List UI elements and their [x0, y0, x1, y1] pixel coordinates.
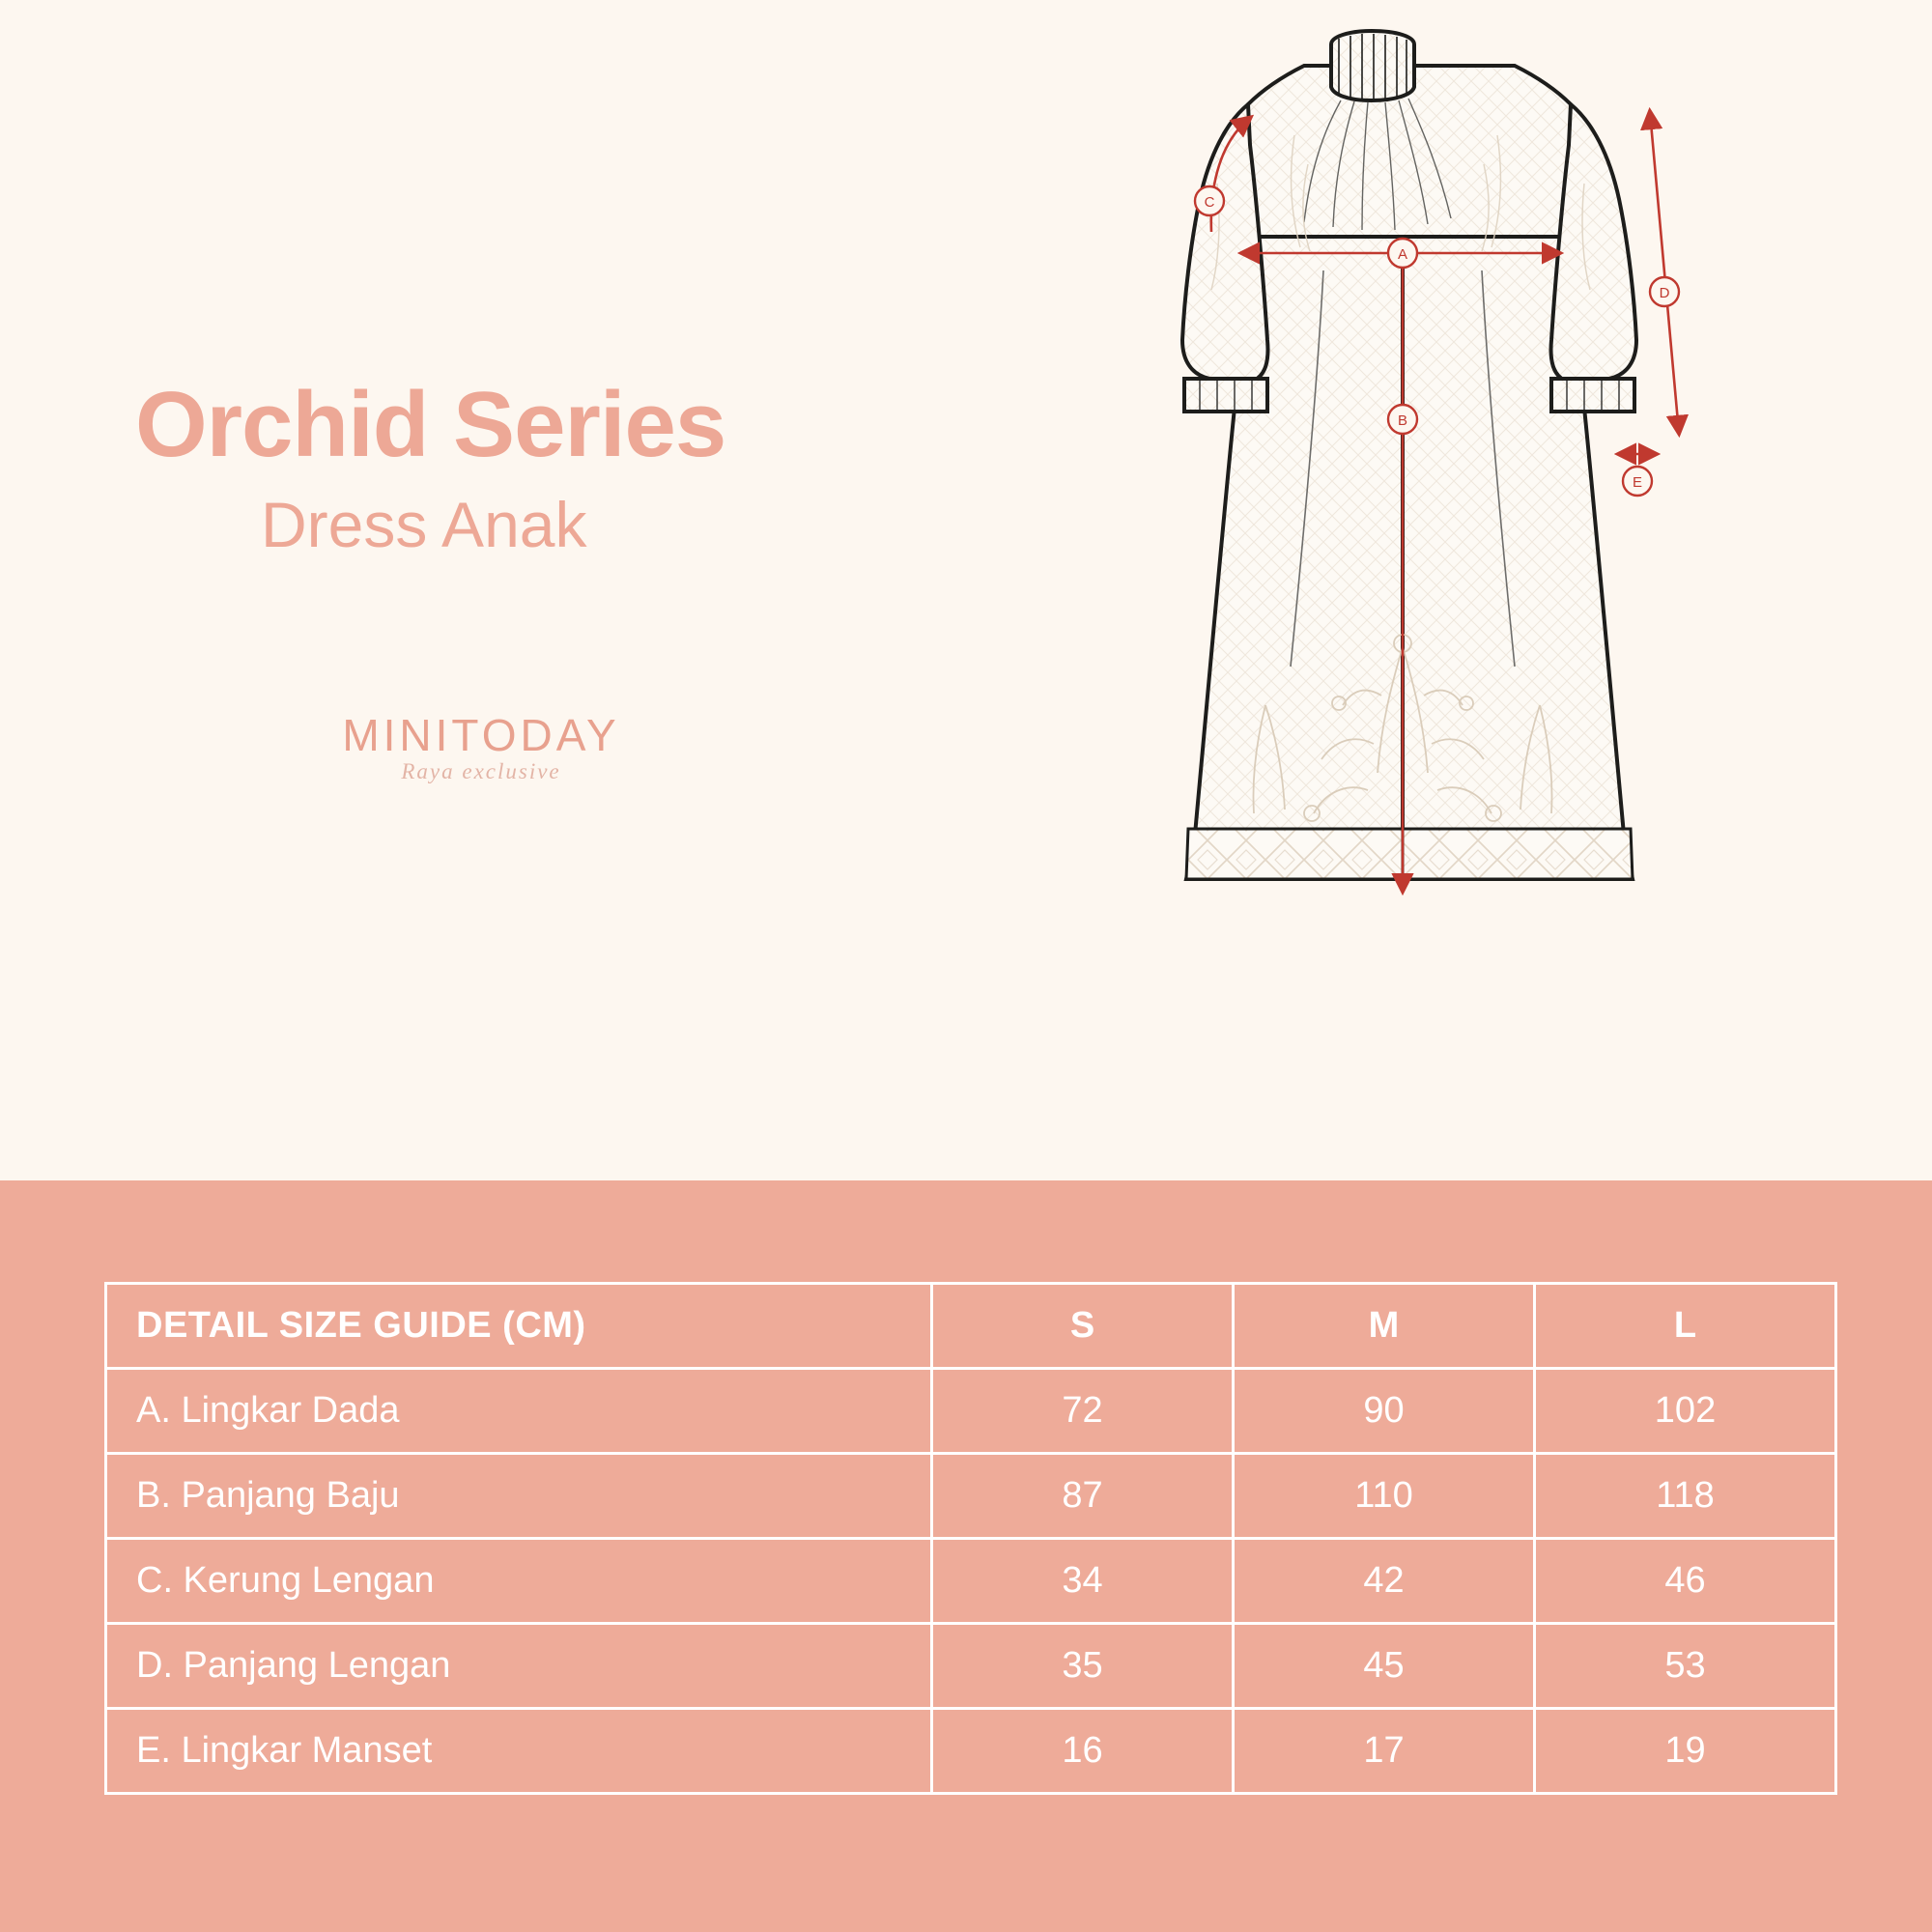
table-row — [106, 1539, 1836, 1624]
table-row — [106, 1369, 1836, 1454]
row-value-l: 102 — [1535, 1369, 1836, 1454]
row-label: E. Lingkar Manset — [106, 1709, 932, 1794]
brand-name: MINITODAY — [342, 710, 620, 760]
marker-e-label: E — [1632, 474, 1643, 491]
row-value-m: 110 — [1234, 1454, 1535, 1539]
row-label: A. Lingkar Dada — [106, 1369, 932, 1454]
row-value-l: 118 — [1535, 1454, 1836, 1539]
row-value-m: 45 — [1234, 1624, 1535, 1709]
column-header-l: L — [1535, 1284, 1836, 1369]
table-header-row — [106, 1284, 1836, 1369]
marker-b-label: B — [1397, 412, 1408, 429]
row-value-l: 53 — [1535, 1624, 1836, 1709]
column-header-s: S — [932, 1284, 1234, 1369]
row-value-m: 90 — [1234, 1369, 1535, 1454]
row-value-s: 35 — [932, 1624, 1234, 1709]
column-header-m: M — [1234, 1284, 1535, 1369]
row-value-m: 17 — [1234, 1709, 1535, 1794]
dress-outline — [1182, 31, 1636, 879]
row-label: C. Kerung Lengan — [106, 1539, 932, 1624]
title-block — [135, 373, 927, 560]
page-subtitle: Dress Anak — [261, 488, 587, 560]
column-header-detail: DETAIL SIZE GUIDE (CM) — [106, 1284, 932, 1369]
table-row — [106, 1709, 1836, 1794]
marker-a-label: A — [1397, 246, 1408, 263]
table-row — [106, 1624, 1836, 1709]
row-value-l: 19 — [1535, 1709, 1836, 1794]
row-value-s: 16 — [932, 1709, 1234, 1794]
table-row — [106, 1454, 1836, 1539]
dress-illustration — [1150, 29, 1690, 1140]
marker-d-label: D — [1659, 285, 1670, 301]
page-title: Orchid Series — [135, 373, 726, 476]
brand-tagline: Raya exclusive — [401, 759, 561, 783]
row-value-m: 42 — [1234, 1539, 1535, 1624]
row-value-s: 34 — [932, 1539, 1234, 1624]
row-label: D. Panjang Lengan — [106, 1624, 932, 1709]
row-value-s: 87 — [932, 1454, 1234, 1539]
row-value-l: 46 — [1535, 1539, 1836, 1624]
row-label: B. Panjang Baju — [106, 1454, 932, 1539]
size-guide-table — [104, 1282, 1837, 1795]
marker-c-label: C — [1204, 194, 1215, 211]
row-value-s: 72 — [932, 1369, 1234, 1454]
brand-block — [307, 710, 655, 784]
bottom-section — [0, 1180, 1932, 1932]
